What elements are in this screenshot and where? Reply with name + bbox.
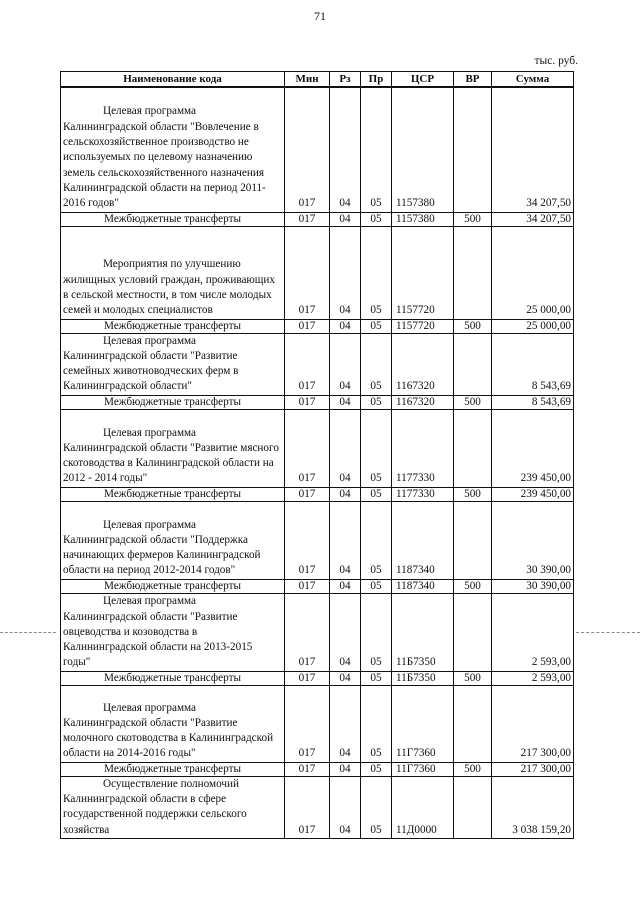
cell-pr: 05	[361, 593, 392, 671]
cell-pr: 05	[361, 87, 392, 212]
cell-min: 017	[285, 226, 330, 319]
row-name-continuation: жилищных условий граждан, проживающих в сельской местности, в том числе молодых семей и молодых специалистов	[63, 273, 275, 317]
cell-csr: 1167320	[392, 395, 454, 409]
cell-vr: 500	[454, 762, 492, 776]
cell-vr	[454, 776, 492, 838]
table-row	[61, 409, 574, 487]
table-row	[61, 776, 574, 838]
cell-csr: 1157380	[392, 87, 454, 212]
cell-min: 017	[285, 319, 330, 333]
row-name-first-line: Целевая программа	[103, 426, 197, 439]
row-name-first-line: Осуществление полномочий	[103, 777, 239, 790]
row-name	[61, 501, 285, 579]
table-row	[61, 579, 574, 593]
cell-min: 017	[285, 776, 330, 838]
cell-rz: 04	[330, 395, 361, 409]
table-row	[61, 212, 574, 226]
row-name	[61, 333, 285, 395]
cell-vr	[454, 685, 492, 762]
cell-min: 017	[285, 333, 330, 395]
cell-sum: 30 390,00	[492, 579, 574, 593]
cell-min: 017	[285, 671, 330, 685]
cell-pr: 05	[361, 685, 392, 762]
cell-sum: 2 593,00	[492, 671, 574, 685]
cell-min: 017	[285, 409, 330, 487]
cell-rz: 04	[330, 319, 361, 333]
row-name-continuation: Калининградской области "Развитие овцеводства и козоводства в Калининградской области на 2013-2015 годы"	[63, 610, 253, 669]
header-csr: ЦСР	[392, 72, 454, 88]
header-name: Наименование кода	[61, 72, 285, 88]
cell-csr: 11Б7350	[392, 593, 454, 671]
row-name-first-line: Целевая программа	[103, 595, 197, 608]
cell-rz: 04	[330, 762, 361, 776]
cell-csr: 1157380	[392, 212, 454, 226]
cell-vr: 500	[454, 671, 492, 685]
row-name: Межбюджетные трансферты	[61, 762, 285, 776]
header-min: Мин	[285, 72, 330, 88]
cell-pr: 05	[361, 212, 392, 226]
cell-sum: 217 300,00	[492, 762, 574, 776]
row-name	[61, 87, 285, 212]
row-name-continuation: Калининградской области "Развитие семейных животноводческих ферм в Калининградской области"	[63, 349, 239, 393]
cell-vr: 500	[454, 395, 492, 409]
cell-vr	[454, 501, 492, 579]
cell-rz: 04	[330, 226, 361, 319]
row-name: Межбюджетные трансферты	[61, 579, 285, 593]
row-name	[61, 685, 285, 762]
cell-rz: 04	[330, 593, 361, 671]
row-name-continuation: Калининградской области "Поддержка начинающих фермеров Калининградской области на период 2012-2014 годов"	[63, 533, 261, 577]
header-rz: Рз	[330, 72, 361, 88]
cell-rz: 04	[330, 671, 361, 685]
table-row	[61, 319, 574, 333]
cell-pr: 05	[361, 409, 392, 487]
page-number: 71	[314, 9, 326, 23]
row-name: Межбюджетные трансферты	[61, 395, 285, 409]
header-vr: ВР	[454, 72, 492, 88]
cell-min: 017	[285, 685, 330, 762]
cell-rz: 04	[330, 685, 361, 762]
cell-pr: 05	[361, 762, 392, 776]
cell-pr: 05	[361, 226, 392, 319]
scan-artifact-right	[576, 632, 640, 633]
cell-min: 017	[285, 395, 330, 409]
cell-csr: 1167320	[392, 333, 454, 395]
row-name: Межбюджетные трансферты	[61, 671, 285, 685]
cell-sum: 3 038 159,20	[492, 776, 574, 838]
cell-vr: 500	[454, 487, 492, 501]
table-row	[61, 487, 574, 501]
table-row	[61, 333, 574, 395]
row-name-continuation: Калининградской области в сфере государственной поддержки сельского хозяйства	[63, 792, 247, 836]
cell-csr: 1177330	[392, 487, 454, 501]
cell-vr	[454, 87, 492, 212]
cell-rz: 04	[330, 487, 361, 501]
cell-min: 017	[285, 87, 330, 212]
cell-pr: 05	[361, 333, 392, 395]
cell-min: 017	[285, 487, 330, 501]
cell-csr: 1187340	[392, 501, 454, 579]
cell-vr: 500	[454, 579, 492, 593]
units-label: тыс. руб.	[534, 55, 578, 67]
cell-csr: 11Д0000	[392, 776, 454, 838]
cell-pr: 05	[361, 579, 392, 593]
cell-sum: 25 000,00	[492, 319, 574, 333]
cell-pr: 05	[361, 501, 392, 579]
table-row	[61, 501, 574, 579]
cell-csr: 1157720	[392, 226, 454, 319]
cell-rz: 04	[330, 333, 361, 395]
scan-artifact-left	[0, 632, 56, 633]
row-name-first-line: Целевая программа	[103, 701, 197, 714]
header-pr: Пр	[361, 72, 392, 88]
cell-vr: 500	[454, 319, 492, 333]
cell-sum: 34 207,50	[492, 212, 574, 226]
cell-rz: 04	[330, 87, 361, 212]
cell-sum: 239 450,00	[492, 409, 574, 487]
cell-sum: 239 450,00	[492, 487, 574, 501]
cell-csr: 11Г7360	[392, 762, 454, 776]
row-name-first-line: Целевая программа	[103, 105, 197, 118]
table-row	[61, 762, 574, 776]
table-row	[61, 685, 574, 762]
row-name-first-line: Мероприятия по улучшению	[103, 258, 241, 271]
cell-rz: 04	[330, 501, 361, 579]
cell-csr: 1187340	[392, 579, 454, 593]
cell-vr	[454, 409, 492, 487]
row-name	[61, 226, 285, 319]
budget-table	[60, 71, 574, 839]
cell-min: 017	[285, 501, 330, 579]
table-row	[61, 593, 574, 671]
cell-sum: 25 000,00	[492, 226, 574, 319]
table-row	[61, 87, 574, 212]
table-row	[61, 395, 574, 409]
cell-sum: 8 543,69	[492, 395, 574, 409]
cell-vr	[454, 593, 492, 671]
cell-min: 017	[285, 579, 330, 593]
cell-min: 017	[285, 762, 330, 776]
cell-pr: 05	[361, 671, 392, 685]
cell-min: 017	[285, 212, 330, 226]
cell-vr: 500	[454, 212, 492, 226]
cell-csr: 11Б7350	[392, 671, 454, 685]
cell-sum: 34 207,50	[492, 87, 574, 212]
cell-vr	[454, 226, 492, 319]
cell-sum: 8 543,69	[492, 333, 574, 395]
header-sum: Сумма	[492, 72, 574, 88]
cell-sum: 2 593,00	[492, 593, 574, 671]
row-name-continuation: Калининградской области "Развитие молочного скотоводства в Калининградской области на 2014-2016 годы"	[63, 716, 274, 760]
cell-rz: 04	[330, 409, 361, 487]
cell-pr: 05	[361, 487, 392, 501]
table-row	[61, 671, 574, 685]
cell-vr	[454, 333, 492, 395]
cell-pr: 05	[361, 395, 392, 409]
row-name: Межбюджетные трансферты	[61, 487, 285, 501]
row-name-first-line: Целевая программа	[103, 334, 197, 347]
cell-rz: 04	[330, 212, 361, 226]
cell-sum: 30 390,00	[492, 501, 574, 579]
cell-csr: 1157720	[392, 319, 454, 333]
table-header-row	[61, 72, 574, 88]
row-name	[61, 593, 285, 671]
cell-csr: 11Г7360	[392, 685, 454, 762]
cell-pr: 05	[361, 776, 392, 838]
table-row	[61, 226, 574, 319]
row-name-first-line: Целевая программа	[103, 518, 197, 531]
row-name-continuation: Калининградской области "Вовлечение в сельскохозяйственное производство не используемых по целевому назначению земель сельскохозяйственного назначения Калининградской области на период 2011-2016 годов"	[63, 120, 266, 210]
cell-rz: 04	[330, 579, 361, 593]
row-name: Межбюджетные трансферты	[61, 212, 285, 226]
cell-rz: 04	[330, 776, 361, 838]
cell-sum: 217 300,00	[492, 685, 574, 762]
row-name	[61, 776, 285, 838]
cell-pr: 05	[361, 319, 392, 333]
cell-csr: 1177330	[392, 409, 454, 487]
row-name	[61, 409, 285, 487]
row-name-continuation: Калининградской области "Развитие мясного скотоводства в Калининградской области на 2012 - 2014 годы"	[63, 441, 279, 485]
cell-min: 017	[285, 593, 330, 671]
row-name: Межбюджетные трансферты	[61, 319, 285, 333]
